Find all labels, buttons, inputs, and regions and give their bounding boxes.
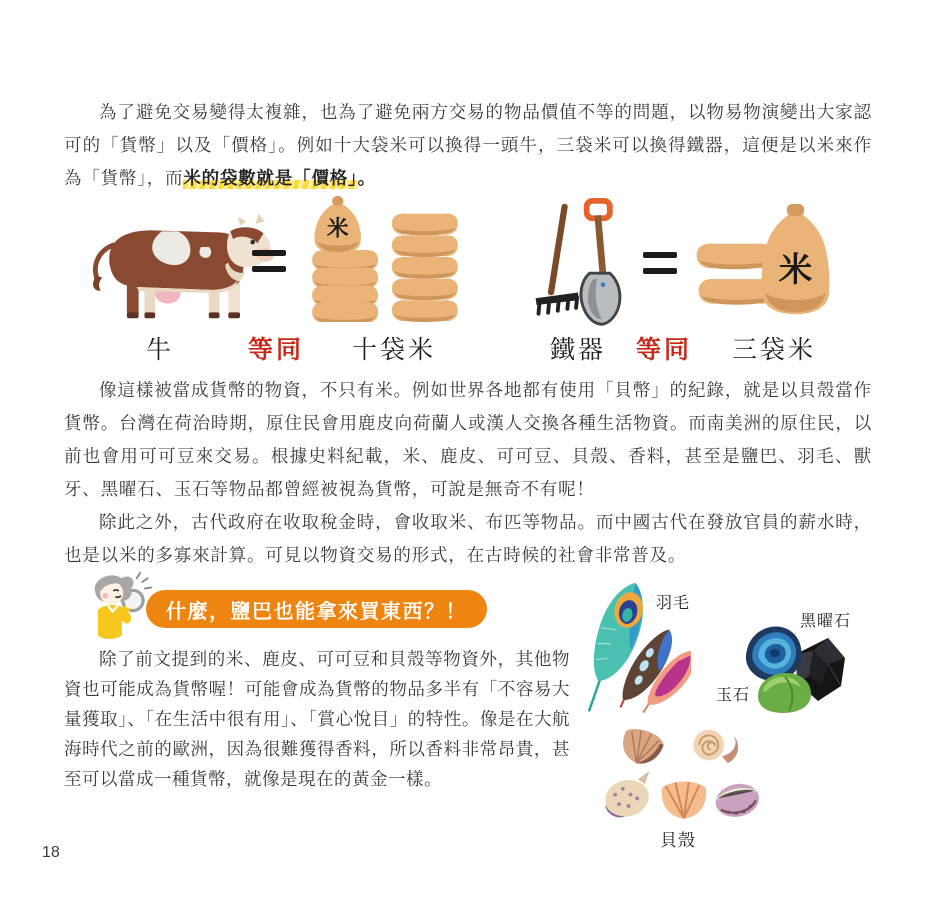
cockle-shell — [617, 725, 666, 770]
highlighted-phrase: 米的袋數就是「價格」 — [183, 168, 358, 188]
spiral-shell — [693, 730, 738, 763]
caption-equals-right: 等同 — [636, 335, 693, 364]
blue-layered-stone — [746, 627, 802, 682]
standing-rice-bag — [762, 204, 830, 314]
callout-title: 什麼，鹽巴也能拿來買東西？！ — [166, 600, 467, 623]
caption-ten-bags: 十袋米 — [352, 335, 437, 364]
iron-tools-illustration — [528, 198, 628, 331]
callout-body: 除了前文提到的米、鹿皮、可可豆和貝殼等物資外，其他物資也可能成為貨幣喔！可能會成為貨幣的物品多半有「不容易大量獲取」、「在生活中很有用」、「賞心悅目」的特性。像是在大航海時代之前的歐洲，因為很難獲得香料，所以香料非常昂貴，甚至可以當成一種貨幣，就像是現在的黃金一樣。 — [64, 649, 570, 789]
label-obsidian: 黑曜石 — [800, 611, 852, 630]
caption-equals-left: 等同 — [248, 335, 305, 364]
label-feathers: 羽毛 — [656, 593, 691, 612]
standing-rice-bag — [315, 196, 361, 253]
rice-character: 米 — [326, 215, 349, 241]
page-number: 18 — [42, 844, 60, 861]
paragraph-intro-period: 。 — [357, 168, 376, 188]
rake-icon — [536, 203, 579, 313]
label-jade: 玉石 — [716, 685, 751, 704]
stones-illustration — [740, 618, 850, 718]
shells-illustration — [592, 724, 772, 829]
cowrie-shell — [713, 780, 763, 821]
cow-illustration — [84, 206, 279, 328]
scallop-shell — [662, 782, 706, 819]
rice-character: 米 — [778, 251, 813, 289]
conch-shell — [605, 771, 649, 818]
peacock-feather — [579, 577, 651, 719]
caption-iron-tools: 鐵器 — [550, 335, 607, 364]
label-shells: 貝殼 — [660, 831, 696, 851]
paragraph-commodity-money: 像這樣被當成貨幣的物資，不只有米。例如世界各地都有使用「貝幣」的紀錄，就是以貝殼當作貨幣。台灣在荷治時期，原住民會用鹿皮向荷蘭人或漢人交換各種生活物資。而南美洲的原住民，以前也會用可可豆來交易。根據史料紀載，米、鹿皮、可可豆、貝殼、香料，甚至是鹽巴、羽毛、獸牙、黑曜石、玉石等物品都曾經被視為貨幣，可說是無奇不有呢！ — [64, 380, 872, 499]
caption-cow: 牛 — [146, 335, 175, 364]
equals-icon — [643, 252, 677, 274]
feathers-illustration — [576, 564, 691, 724]
three-rice-bags-illustration — [692, 204, 837, 328]
ten-rice-bags-illustration — [306, 196, 464, 322]
paragraph-intro — [64, 96, 872, 195]
caption-three-bags: 三袋米 — [732, 335, 817, 364]
paragraph-taxes: 除此之外，古代政府在收取稅金時，會收取米、布匹等物品。而中國古代在發放官員的薪水時，也是以米的多寡來計算。可見以物資交易的形式，在古時候的社會非常普及。 — [64, 512, 872, 565]
callout-title-banner — [146, 590, 487, 628]
shovel-icon — [581, 201, 620, 324]
equals-icon — [252, 250, 286, 272]
paragraph-intro-text: 為了避免交易變得太複雜，也為了避免兩方交易的物品價值不等的問題，以物易物演變出大家認可的「貨幣」以及「價格」。例如十大袋米可以換得一頭牛，三袋米可以換得鐵器，這便是以米來作為「貨幣」，而 — [64, 102, 872, 188]
